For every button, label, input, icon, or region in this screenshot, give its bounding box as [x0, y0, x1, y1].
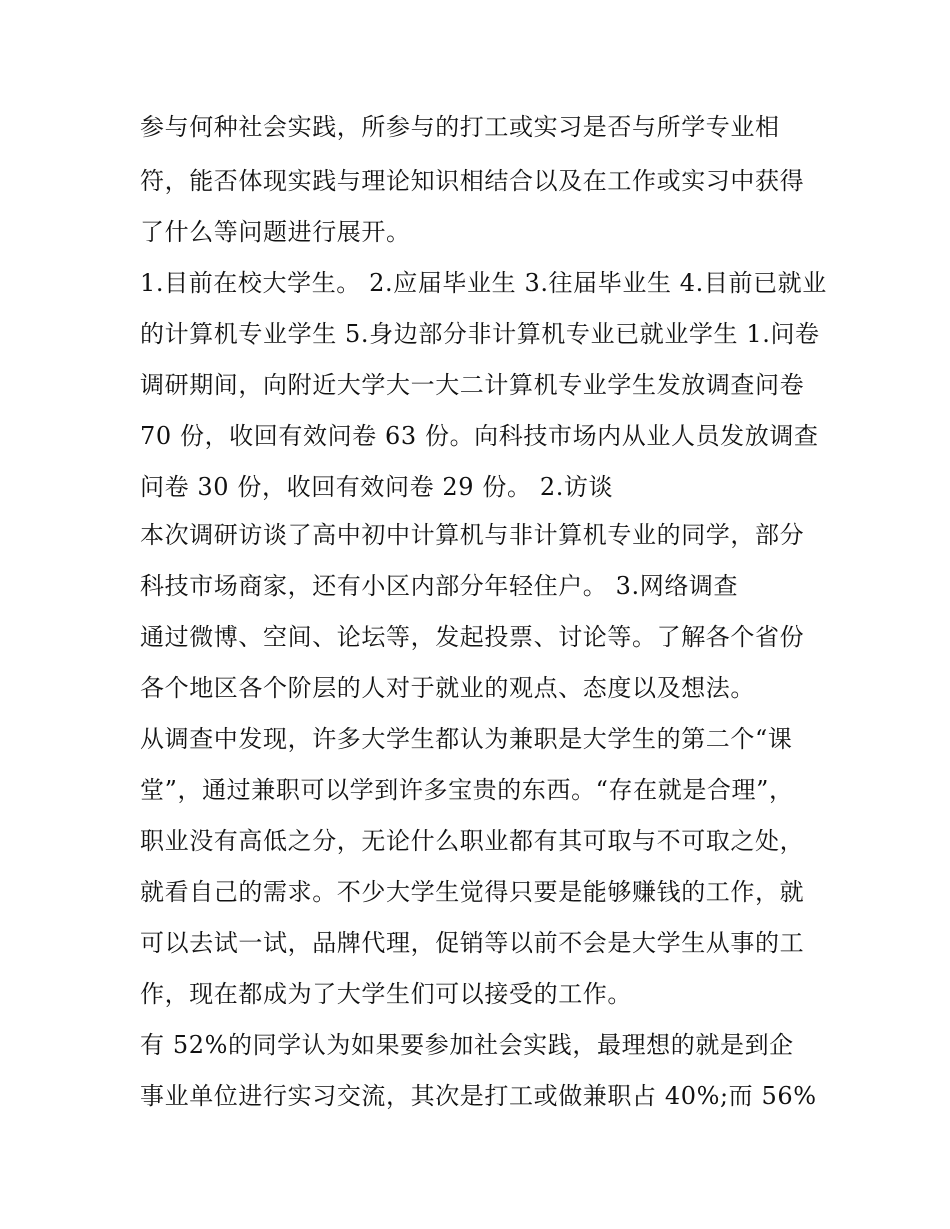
text-line: 从调查中发现，许多大学生都认为兼职是大学生的第二个“课: [140, 725, 793, 753]
text-line: 作，现在都成为了大学生们可以接受的工作。: [140, 980, 632, 1008]
text-line: 70 份，收回有效问卷 63 份。向科技市场内从业人员发放调查: [140, 422, 819, 450]
text-line: 符，能否体现实践与理论知识相结合以及在工作或实习中获得: [140, 167, 805, 195]
text-line: 的计算机专业学生 5.身边部分非计算机专业已就业学生 1.问卷: [140, 320, 820, 348]
text-line: 各个地区各个阶层的人对于就业的观点、态度以及想法。: [140, 674, 755, 702]
text-line: 参与何种社会实践，所参与的打工或实习是否与所学专业相: [140, 113, 780, 141]
text-line: 事业单位进行实习交流，其次是打工或做兼职占 40%;而 56%: [140, 1082, 817, 1110]
text-line: 堂”，通过兼职可以学到许多宝贵的东西。“存在就是合理”，: [140, 776, 794, 804]
text-line: 通过微博、空间、论坛等，发起投票、讨论等。了解各个省份: [140, 623, 805, 651]
text-line: 问卷 30 份，收回有效问卷 29 份。 2.访谈: [140, 473, 614, 501]
text-line: 有 52%的同学认为如果要参加社会实践，最理想的就是到企: [140, 1031, 794, 1059]
text-line: 可以去试一试，品牌代理，促销等以前不会是大学生从事的工: [140, 929, 805, 957]
text-line: 本次调研访谈了高中初中计算机与非计算机专业的同学，部分: [140, 521, 805, 549]
text-line: 了什么等问题进行展开。: [140, 218, 411, 246]
text-line: 科技市场商家，还有小区内部分年轻住户。 3.网络调查: [140, 572, 739, 600]
text-line: 就看自己的需求。不少大学生觉得只要是能够赚钱的工作，就: [140, 878, 805, 906]
text-line: 1.目前在校大学生。 2.应届毕业生 3.往届毕业生 4.目前已就业: [140, 269, 827, 297]
text-line: 调研期间，向附近大学大一大二计算机专业学生发放调查问卷: [140, 371, 805, 399]
text-line: 职业没有高低之分，无论什么职业都有其可取与不可取之处，: [140, 827, 805, 855]
